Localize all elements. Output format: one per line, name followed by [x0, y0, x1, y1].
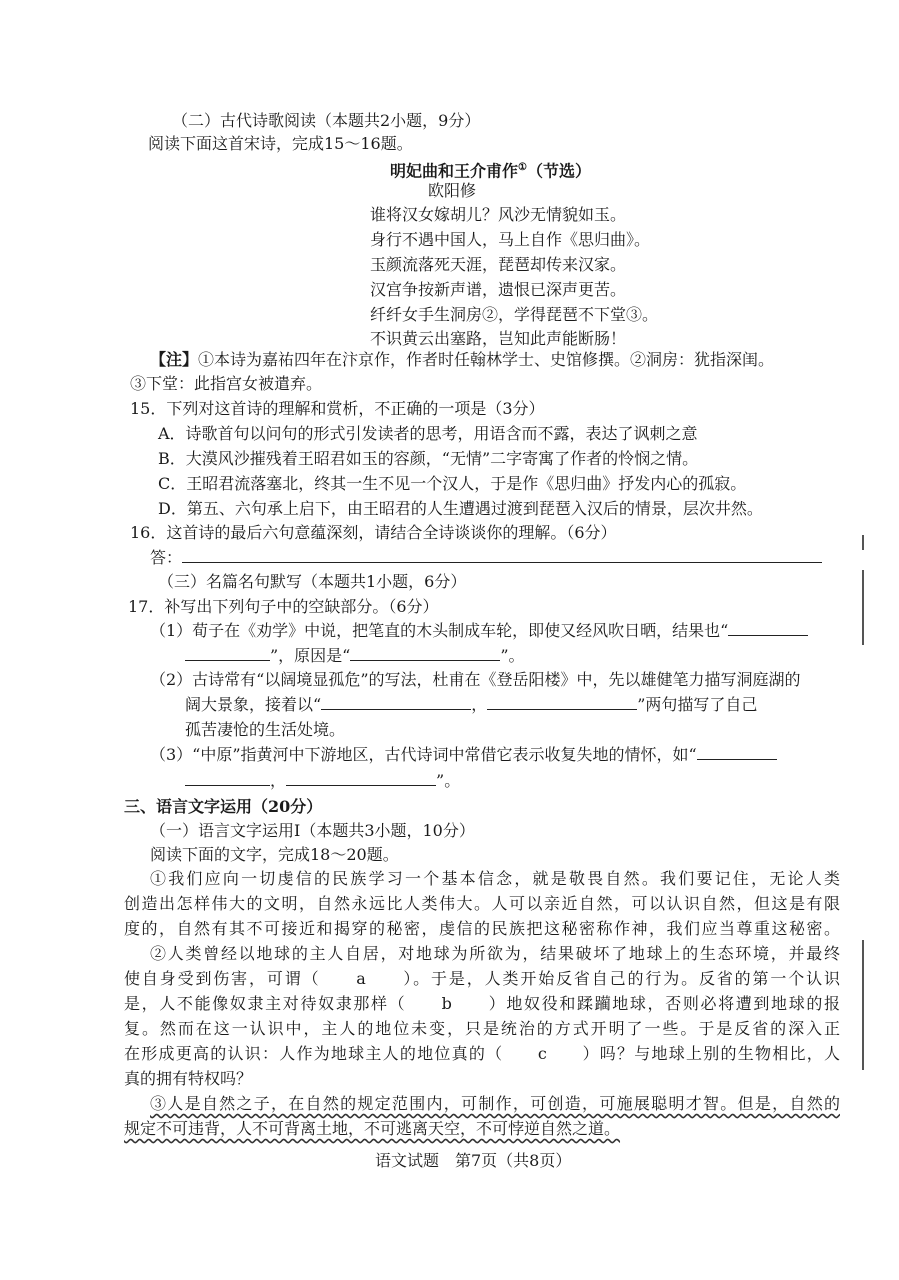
q17-text: ， [270, 771, 287, 790]
q17-text: ”。 [436, 771, 461, 790]
q17-text: （1）荀子在《劝学》中说，把笔直的木头制成车轮，即使又经风吹日晒，结果也“ [150, 621, 729, 640]
instruction: 阅读下面的文字，完成18～20题。 [150, 845, 399, 864]
q16-stem: 16．这首诗的最后六句意蕴深刻，请结合全诗谈谈你的理解。（6分） [130, 523, 617, 542]
passage-line: 使自身受到伤害，可谓（ a ）。于是，人类开始反省自己的行为。反省的第一个认识 [124, 969, 840, 988]
answer-blank[interactable] [182, 548, 822, 563]
passage-line-underlined: ③人是自然之子，在自然的规定范围内，可制作，可创造，可施展聪明才智。但是，自然的 [150, 1094, 840, 1113]
q17-part2: （2）古诗常有“以阔境显孤危”的写法，杜甫在《登岳阳楼》中，先以雄健笔力描写洞庭湖的 [150, 670, 801, 689]
footnote-ref: ① [518, 162, 527, 173]
section-header: （三）名篇名句默写（本题共1小题，6分） [158, 572, 467, 591]
fill-blank[interactable] [350, 646, 500, 661]
q17-part3 [150, 744, 777, 766]
poem-author: 欧阳修 [428, 181, 477, 200]
passage-line: 是，人不能像奴隶主对待奴隶那样（ b ）地奴役和蹂躏地球，否则必将遭到地球的报 [124, 994, 840, 1013]
poem-title-text: 明妃曲和王介甫作 [390, 161, 519, 181]
note-continued: ③下堂：此指宫女被遣弃。 [130, 374, 323, 393]
scan-mark [862, 570, 864, 645]
q15-option-c: C．王昭君流落塞北，终其一生不见一个汉人，于是作《思归曲》抒发内心的孤寂。 [158, 474, 747, 493]
poem-line: 汉宫争按新声谱，遗恨已深声更苦。 [370, 280, 627, 299]
passage-line: 真的拥有特权吗？ [124, 1069, 253, 1088]
q15-option-b: B．大漠风沙摧残着王昭君如玉的容颜，“无情”二字寄寓了作者的怜悯之情。 [158, 449, 699, 468]
poem-line: 纤纤女手生洞房②，学得琵琶不下堂③。 [370, 305, 659, 324]
q17-text: 阔大景象，接着以“ [185, 695, 322, 714]
passage-line: ①我们应向一切虔信的民族学习一个基本信念，就是敬畏自然。我们要记住，无论人类 [150, 869, 840, 888]
poem-line: 玉颜流落死天涯，琵琶却传来汉家。 [370, 255, 627, 274]
scan-mark [862, 535, 864, 550]
q17-text: （3）“中原”指黄河中下游地区，古代诗词中常借它表示收复失地的情怀，如“ [150, 745, 697, 764]
q17-part1-cont [185, 645, 525, 667]
fill-blank[interactable] [697, 745, 777, 760]
passage-line: 复。然而在这一认识中，主人的地位未变，只是统治的方式开明了一些。于是反省的深入正 [124, 1019, 840, 1038]
q17-part3-cont [185, 770, 460, 792]
q17-text: ”。 [500, 646, 525, 665]
passage-line: 度的，自然有其不可接近和揭穿的秘密，虔信的民族把这秘密称作神，我们应当尊重这秘密。 [124, 919, 840, 938]
note-text: ①本诗为嘉祐四年在汴京作，作者时任翰林学士、史馆修撰。②洞房：犹指深闺。 [198, 350, 775, 369]
page-footer: 语文试题 第7页（共8页） [375, 1151, 572, 1170]
q15-stem: 15．下列对这首诗的理解和赏析，不正确的一项是（3分） [130, 399, 545, 418]
fill-blank[interactable] [321, 695, 471, 710]
q17-part2-end: 孤苦凄怆的生活处境。 [185, 720, 346, 739]
fill-blank[interactable] [185, 771, 270, 786]
q15-option-d: D．第五、六句承上启下，由王昭君的人生遭遇过渡到琵琶入汉后的情景，层次井然。 [158, 499, 763, 518]
q17-text: ”两句描写了自己 [637, 695, 758, 714]
passage-line-underlined: 规定不可违背，人不可背离土地，不可逃离天空，不可悖逆自然之道。 [124, 1119, 621, 1138]
poem-line: 不识黄云出塞路，岂知此声能断肠！ [370, 329, 627, 348]
q17-part2-cont [185, 694, 757, 716]
passage-line: 在形成更高的认识：人作为地球主人的地位真的（ c ）吗？与地球上别的生物相比，人 [124, 1044, 840, 1063]
note [150, 349, 840, 371]
passage-line: 创造出怎样伟大的文明，自然永远比人类伟大。人可以亲近自然，可以认识自然，但这是有限 [124, 894, 840, 913]
fill-blank[interactable] [728, 621, 808, 636]
q17-stem: 17．补写出下列句子中的空缺部分。（6分） [128, 597, 439, 616]
fill-blank[interactable] [487, 695, 637, 710]
passage-line: ②人类曾经以地球的主人自居，对地球为所欲为，结果破坏了地球上的生态环境，并最终 [150, 944, 840, 963]
poem-line: 身行不遇中国人，马上自作《思归曲》。 [370, 230, 651, 249]
q17-text: ， [471, 695, 488, 714]
answer-label: 答： [150, 548, 183, 567]
q17-text: ”，原因是“ [270, 646, 351, 665]
note-label: 【注】 [150, 350, 199, 369]
instruction: 阅读下面这首宋诗，完成15～16题。 [148, 134, 413, 153]
section-header: （二）古代诗歌阅读（本题共2小题，9分） [172, 111, 481, 130]
poem-line: 谁将汉女嫁胡儿？风沙无情貌如玉。 [370, 205, 627, 224]
q17-part1 [150, 620, 808, 642]
scan-mark [862, 940, 864, 1070]
q15-option-a: A．诗歌首句以问句的形式引发读者的思考，用语含而不露，表达了讽刺之意 [158, 424, 698, 443]
sub-header: （一）语言文字运用Ⅰ（本题共3小题，10分） [150, 821, 475, 840]
q16-answer [150, 547, 822, 569]
fill-blank[interactable] [185, 646, 270, 661]
poem-title-suffix: （节选） [526, 161, 591, 181]
part-header: 三、语言文字运用（20分） [124, 797, 323, 816]
poem-title [390, 157, 591, 182]
fill-blank[interactable] [286, 771, 436, 786]
